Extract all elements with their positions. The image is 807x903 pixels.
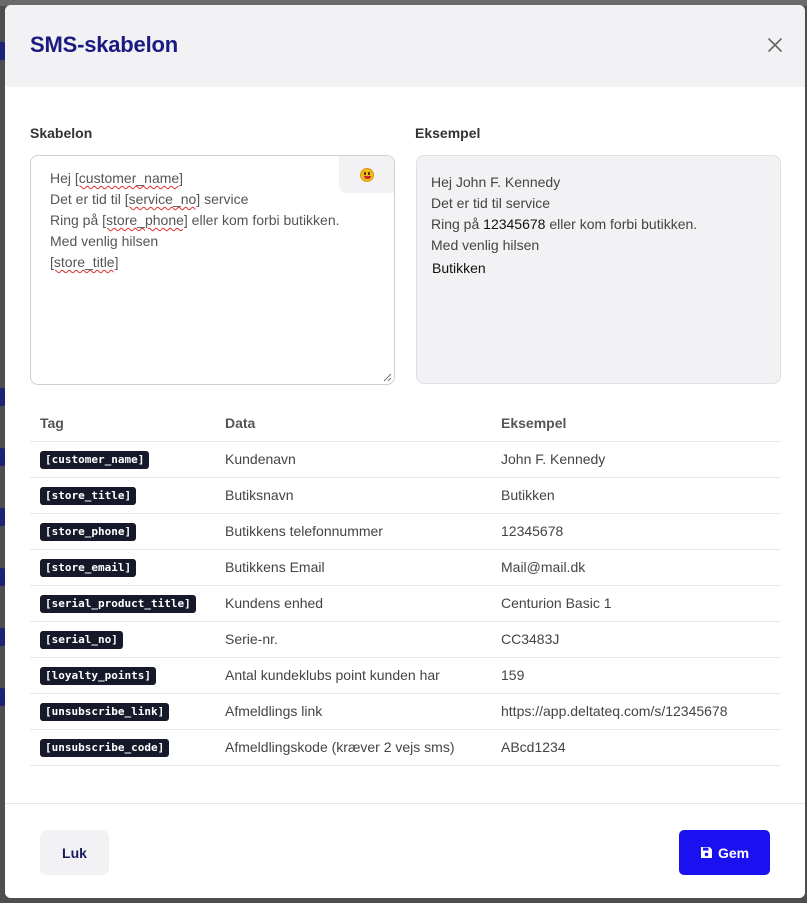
tag-chip[interactable]: [store_title] xyxy=(40,487,136,505)
modal-title: SMS-skabelon xyxy=(30,32,178,57)
template-textarea[interactable] xyxy=(30,155,395,385)
table-cell-example: 12345678 xyxy=(501,513,781,549)
example-phone: 12345678 xyxy=(483,216,546,232)
table-cell-data: Butiksnavn xyxy=(225,477,501,513)
table-cell-example: John F. Kennedy xyxy=(501,441,781,477)
template-text-segment: Det er tid til xyxy=(50,191,125,207)
template-tag-store-phone: [store_phone] xyxy=(102,212,188,228)
save-button[interactable] xyxy=(679,830,770,875)
example-line: Det er tid til service xyxy=(431,195,551,211)
resize-grip-icon[interactable] xyxy=(383,373,392,382)
table-cell-data: Kundens enhed xyxy=(225,585,501,621)
table-cell-example: Centurion Basic 1 xyxy=(501,585,781,621)
table-header-row xyxy=(30,405,781,441)
template-tag-customer-name: [customer_name] xyxy=(74,170,184,186)
close-modal-button[interactable]: Luk xyxy=(40,830,109,875)
template-tag-service-no: [service_no] xyxy=(124,191,201,207)
table-row xyxy=(30,693,781,729)
example-line: Hej John F. Kennedy xyxy=(431,174,561,190)
example-text-segment: Ring på xyxy=(431,216,484,232)
floppy-disk-icon xyxy=(700,846,713,859)
table-row xyxy=(30,477,781,513)
table-cell-data: Butikkens telefonnummer xyxy=(225,513,501,549)
tag-chip[interactable]: [customer_name] xyxy=(40,451,149,469)
table-cell-example: Butikken xyxy=(501,477,781,513)
modal-header xyxy=(5,5,805,87)
tag-chip[interactable]: [serial_product_title] xyxy=(40,595,196,613)
template-label: Skabelon xyxy=(30,125,93,141)
table-row xyxy=(30,621,781,657)
table-cell-example: Mail@mail.dk xyxy=(501,549,781,585)
column-header-example: Eksempel xyxy=(501,405,781,441)
template-text-segment: Med venlig hilsen xyxy=(50,233,159,249)
table-cell-example: CC3483J xyxy=(501,621,781,657)
template-text-segment: service xyxy=(200,191,249,207)
example-text xyxy=(431,172,697,279)
tag-chip[interactable]: [unsubscribe_code] xyxy=(40,739,169,757)
table-row xyxy=(30,513,781,549)
column-header-data: Data xyxy=(225,405,501,441)
example-label: Eksempel xyxy=(415,125,481,141)
close-button[interactable] xyxy=(765,35,785,55)
table-row xyxy=(30,549,781,585)
table-row xyxy=(30,441,781,477)
close-icon xyxy=(765,35,785,55)
table-cell-example: ABcd1234 xyxy=(501,729,781,765)
template-text-segment: Hej xyxy=(50,170,75,186)
column-header-tag: Tag xyxy=(30,405,225,441)
table-cell-data: Antal kundeklubs point kunden har xyxy=(225,657,501,693)
tag-chip[interactable]: [store_email] xyxy=(40,559,136,577)
template-tag-store-title: [store_title] xyxy=(50,254,119,270)
table-cell-data: Kundenavn xyxy=(225,441,501,477)
example-store-title: Butikken xyxy=(432,260,486,276)
table-cell-data: Afmeldlings link xyxy=(225,693,501,729)
table-cell-example: https://app.deltateq.com/s/12345678 xyxy=(501,693,781,729)
tag-chip[interactable]: [serial_no] xyxy=(40,631,123,649)
table-cell-data: Serie-nr. xyxy=(225,621,501,657)
template-text xyxy=(50,168,340,273)
sms-template-modal xyxy=(5,5,805,898)
emoji-picker-button[interactable] xyxy=(339,156,394,193)
table-row xyxy=(30,657,781,693)
tag-chip[interactable]: [unsubscribe_link] xyxy=(40,703,169,721)
table-cell-data: Butikkens Email xyxy=(225,549,501,585)
tag-table xyxy=(30,405,781,766)
save-button-label: Gem xyxy=(717,844,750,861)
tag-chip[interactable]: [store_phone] xyxy=(40,523,136,541)
template-text-segment: eller kom forbi butikken. xyxy=(187,212,340,228)
smiley-emoji-icon xyxy=(360,168,374,182)
table-cell-example: 159 xyxy=(501,657,781,693)
template-text-segment: Ring på xyxy=(50,212,103,228)
tag-chip[interactable]: [loyalty_points] xyxy=(40,667,156,685)
example-preview xyxy=(416,155,781,384)
modal-footer xyxy=(5,803,805,898)
table-cell-data: Afmeldlingskode (kræver 2 vejs sms) xyxy=(225,729,501,765)
table-row xyxy=(30,729,781,765)
example-line: Med venlig hilsen xyxy=(431,237,540,253)
table-row xyxy=(30,585,781,621)
example-text-segment: eller kom forbi butikken. xyxy=(545,216,698,232)
example-line xyxy=(431,214,697,235)
